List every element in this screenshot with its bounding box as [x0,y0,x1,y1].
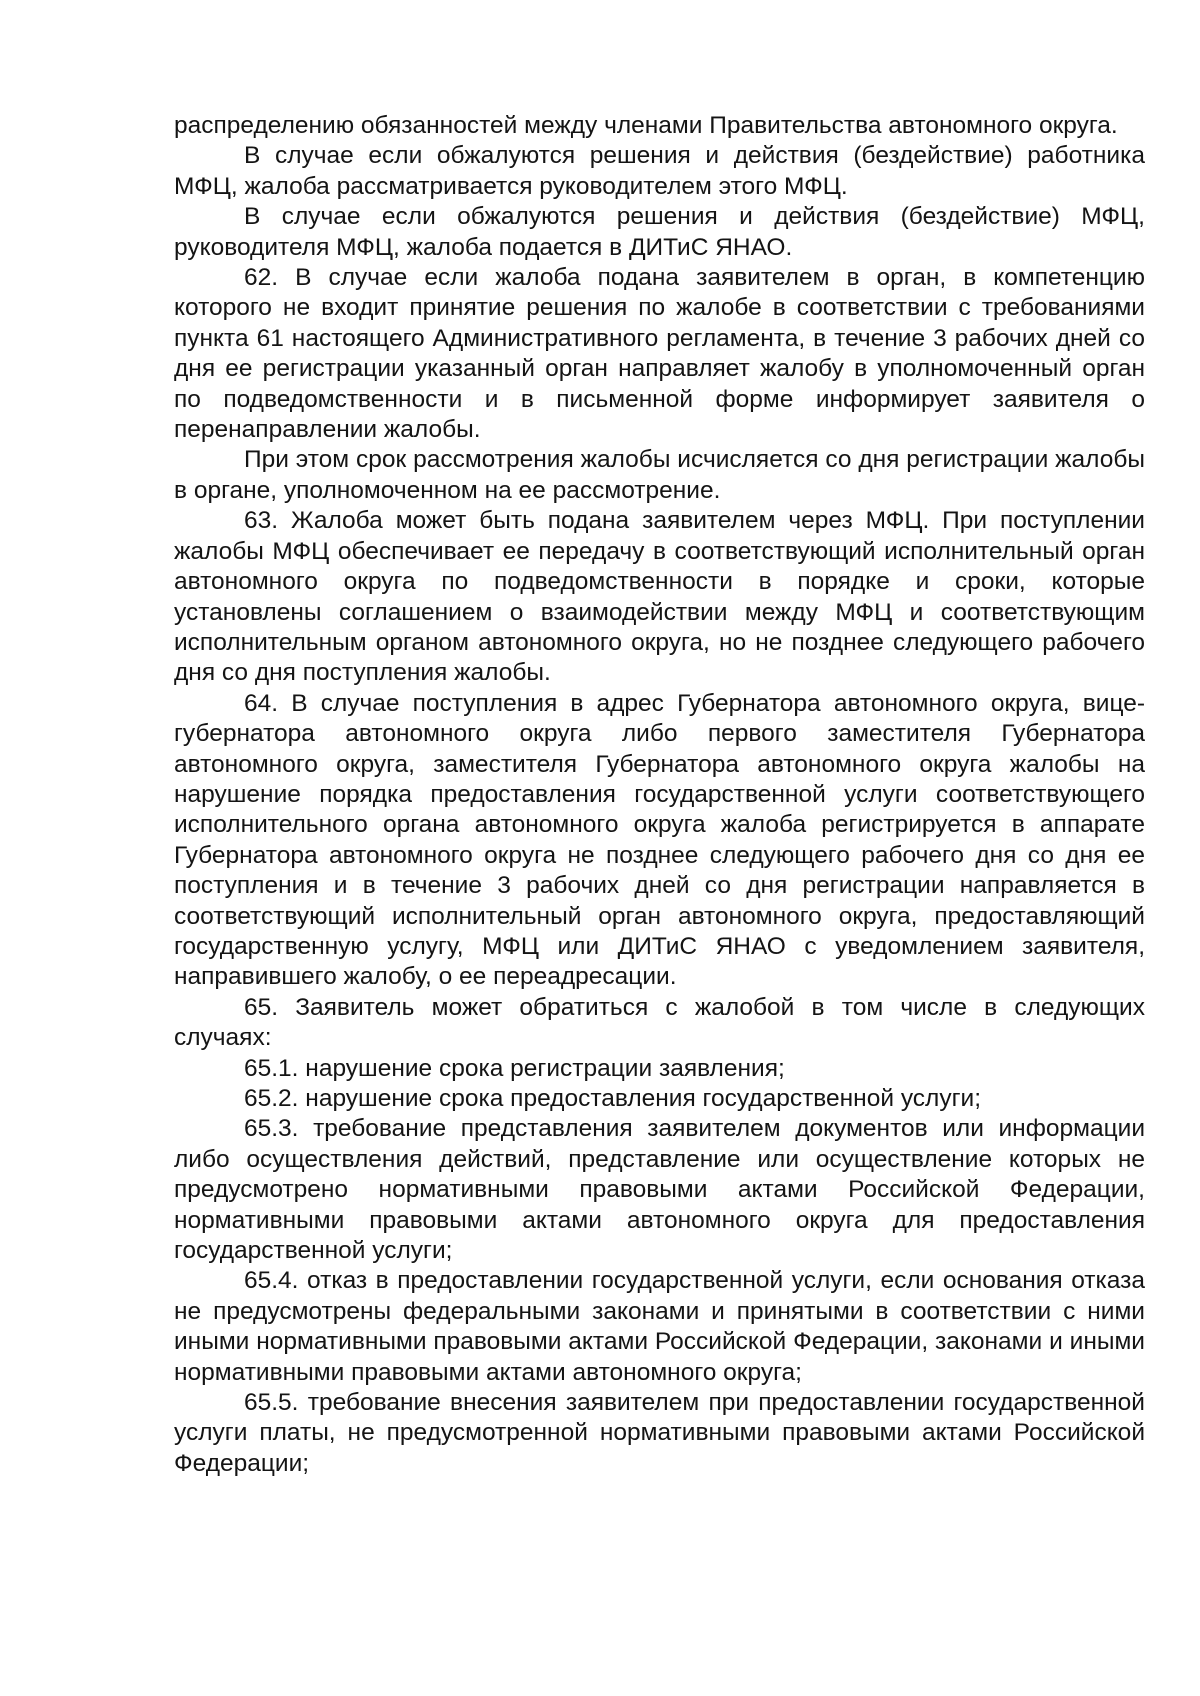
paragraph-clause-64: 64. В случае поступления в адрес Губернатора автономного округа, вице-губернатора автономного округа либо первого заместителя Губернатора автономного округа, заместителя Губернатора автономного округа жалобы на нарушение порядка предоставления государственной услуги соответствующего исполнительного органа автономного округа жалоба регистрируется в аппарате Губернатора автономного округа не позднее следующего рабочего дня со дня ее поступления и в течение 3 рабочих дней со дня регистрации направляется в соответствующий исполнительный орган автономного округа, предоставляющий государственную услугу, МФЦ или ДИТиС ЯНАО с уведомлением заявителя, направившего жалобу, о ее переадресации. [174,689,1145,991]
paragraph-mfc-employee-complaint: В случае если обжалуются решения и действия (бездействие) работника МФЦ, жалоба рассматривается руководителем этого МФЦ. [174,142,1145,200]
paragraph-clause-62: 62. В случае если жалоба подана заявителем в орган, в компетенцию которого не входит принятие решения по жалобе в соответствии с требованиями пункта 61 настоящего Административного регламента, в течение 3 рабочих дней со дня ее регистрации указанный орган направляет жалобу в уполномоченный орган по подведомственности и в письменной форме информирует заявителя о перенаправлении жалобы. [174,264,1145,444]
paragraph-clause-65-1: 65.1. нарушение срока регистрации заявления; [244,1054,785,1082]
paragraph-clause-65-4: 65.4. отказ в предоставлении государственной услуги, если основания отказа не предусмотрены федеральными законами и принятыми в соответствии с ними иными нормативными правовыми актами Российской Федерации, законами и иными нормативными правовыми актами автономного округа; [174,1267,1145,1386]
document-page [174,111,1145,1479]
paragraph-mfc-head-complaint: В случае если обжалуются решения и действия (бездействие) МФЦ, руководителя МФЦ, жалоба подается в ДИТиС ЯНАО. [174,203,1145,261]
paragraph-clause-65: 65. Заявитель может обратиться с жалобой в том числе в следующих случаях: [174,993,1145,1052]
paragraph-clause-65-5: 65.5. требование внесения заявителем при предоставлении государственной услуги платы, не предусмотренной нормативными правовыми актами Российской Федерации; [174,1389,1145,1477]
paragraph-review-term: При этом срок рассмотрения жалобы исчисляется со дня регистрации жалобы в органе, уполномоченном на ее рассмотрение. [174,446,1145,504]
paragraph-clause-65-2: 65.2. нарушение срока предоставления государственной услуги; [244,1085,982,1112]
paragraph-clause-65-3: 65.3. требование представления заявителем документов или информации либо осуществления действий, представление или осуществление которых не предусмотрено нормативными правовыми актами Российской Федерации, нормативными правовыми актами автономного округа для предоставления государственной услуги; [174,1115,1145,1265]
paragraph-clause-63: 63. Жалоба может быть подана заявителем через МФЦ. При поступлении жалобы МФЦ обеспечивает ее передачу в соответствующий исполнительный орган автономного округа по подведомственности в порядке и сроки, которые установлены соглашением о взаимодействии между МФЦ и соответствующим исполнительным органом автономного округа, но не позднее следующего рабочего дня со дня поступления жалобы. [174,507,1145,687]
paragraph-continuation: распределению обязанностей между членами Правительства автономного округа. [174,112,1118,139]
